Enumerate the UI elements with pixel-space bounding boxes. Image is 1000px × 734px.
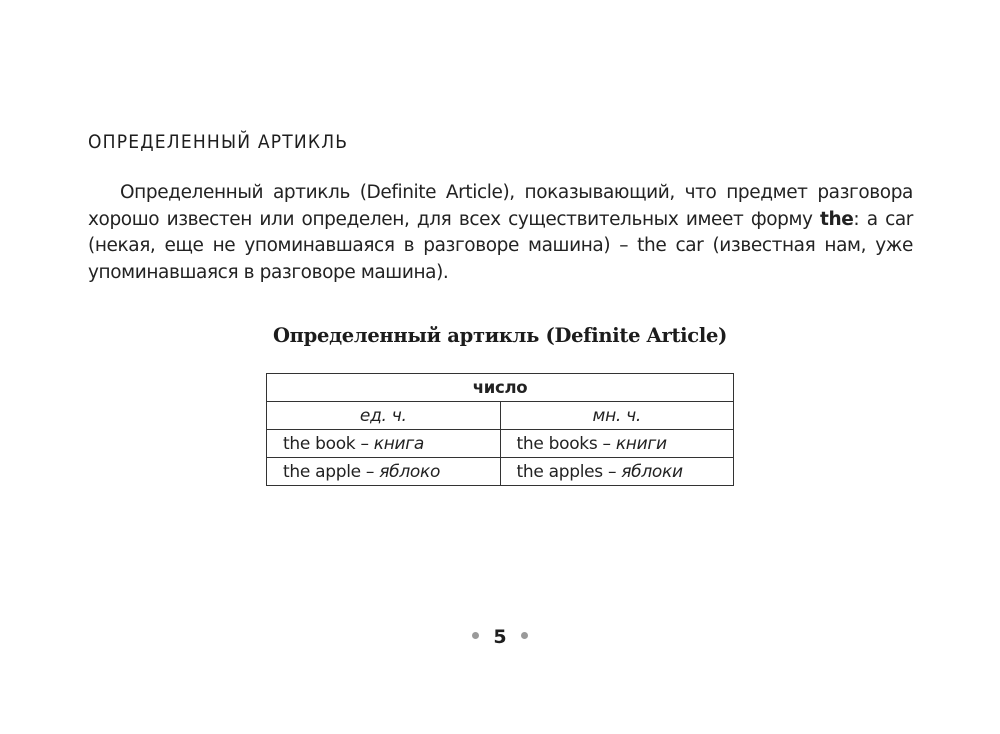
cell-english: the books – <box>516 433 616 454</box>
page-number: 5 <box>493 626 507 648</box>
body-paragraph <box>88 180 913 286</box>
cell-russian: яблоки <box>621 461 683 482</box>
cell-russian: книга <box>373 433 425 454</box>
cell-english: the book – <box>283 433 374 454</box>
cell-russian: книги <box>615 433 667 454</box>
page-footer <box>0 626 1000 648</box>
paragraph-text-part1: Определенный артикль (Definite Article), показывающий, что предмет разговора хорошо известен или определен, для всех существительных имеет форму <box>88 182 913 230</box>
cell-plural <box>500 430 734 458</box>
column-singular-header: ед. ч. <box>267 402 501 430</box>
table-row <box>267 458 734 486</box>
cell-plural <box>500 458 734 486</box>
cell-singular <box>267 458 501 486</box>
cell-russian: яблоко <box>379 461 441 482</box>
table-title: Определенный артикль (Definite Article) <box>272 324 728 347</box>
table-row <box>267 430 734 458</box>
bullet-dot-icon <box>472 632 479 639</box>
article-table <box>266 373 734 486</box>
column-plural-header: мн. ч. <box>500 402 734 430</box>
cell-english: the apple – <box>283 461 380 482</box>
paragraph-text-part2: : a car (некая, еще не упоминавшаяся в разговоре машина) – the car (известная нам, уже упоминавшаяся в разговоре машина). <box>88 208 913 283</box>
table-header-row <box>267 374 734 402</box>
section-heading: ОПРЕДЕЛЕННЫЙ АРТИКЛЬ <box>88 131 349 153</box>
cell-english: the apples – <box>516 461 622 482</box>
cell-singular <box>267 430 501 458</box>
table-header-number: число <box>267 374 734 402</box>
table-subheader-row <box>267 402 734 430</box>
paragraph-bold-term: the <box>820 208 854 230</box>
bullet-dot-icon <box>521 632 528 639</box>
